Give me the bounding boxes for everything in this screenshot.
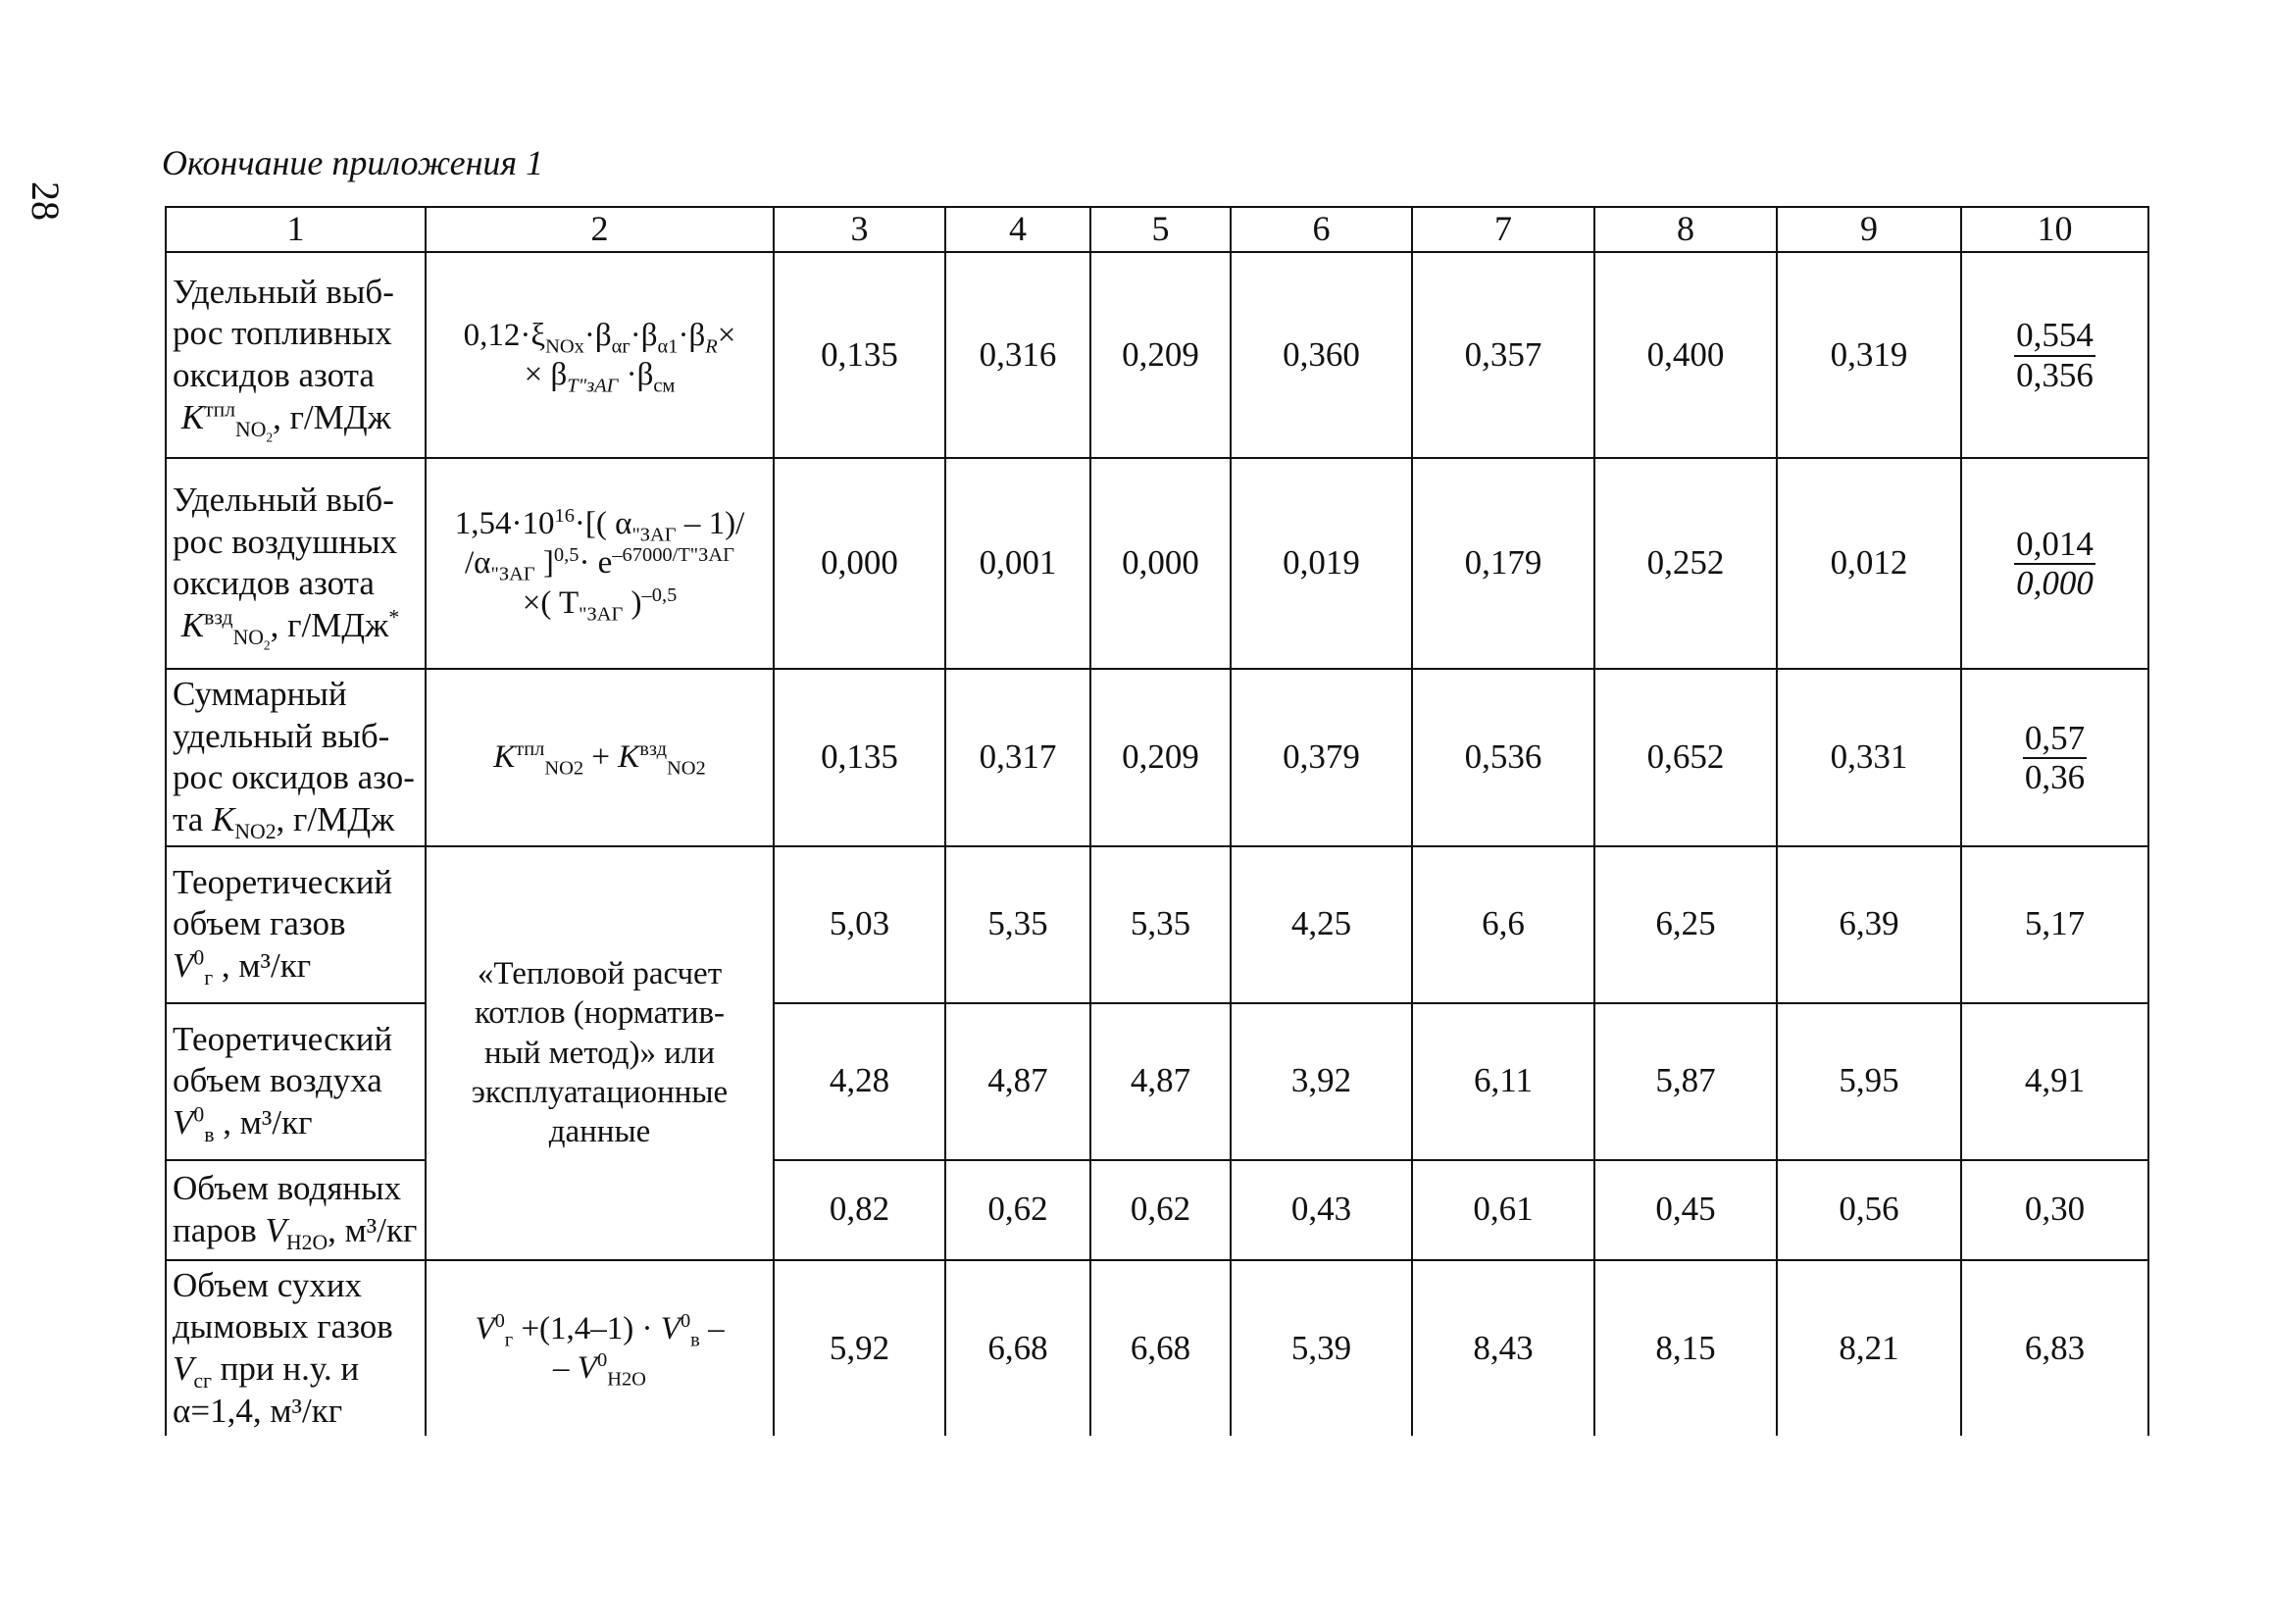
value-cell: 0,135 (774, 669, 945, 846)
value-cell: 0,536 (1412, 669, 1594, 846)
fraction-cell (1961, 458, 2148, 669)
value-cell: 0,379 (1231, 669, 1412, 846)
row-label (166, 1160, 426, 1260)
value-cell: 0,316 (945, 252, 1090, 458)
fraction-numerator: 0,554 (2014, 317, 2095, 357)
footnote-mark: * (388, 605, 400, 630)
row-label (166, 846, 426, 1003)
label-line: Удельный выб- (173, 272, 394, 311)
header-cell: 10 (1961, 207, 2148, 252)
value-cell: 0,000 (774, 458, 945, 669)
symbol-sub: NO2 (235, 417, 274, 444)
fraction-numerator: 0,57 (2023, 720, 2087, 760)
value-cell: 0,209 (1090, 252, 1231, 458)
source-line: котлов (норматив- (474, 995, 726, 1032)
value-cell: 0,209 (1090, 669, 1231, 846)
value-cell: 0,317 (945, 669, 1090, 846)
label-line: рос топливных (173, 314, 392, 353)
value-cell: 0,30 (1961, 1160, 2148, 1260)
appendix-table (165, 206, 2149, 1436)
label-line: дымовых газов (173, 1307, 393, 1346)
value-cell: 4,91 (1961, 1003, 2148, 1160)
value-cell: 0,135 (774, 252, 945, 458)
label-line: рос оксидов азо- (173, 758, 415, 797)
label-line: α=1,4, м³/кг (173, 1391, 343, 1430)
header-cell: 6 (1231, 207, 1412, 252)
symbol-sup: тпл (204, 396, 236, 421)
formula-cell: $K^{тпл}_{NO2} + K^{взд}_{NO2}$ (426, 669, 774, 846)
value-cell: 0,652 (1594, 669, 1777, 846)
label-symbol-line: $V^0_в$ , м³/кг (173, 1102, 313, 1146)
value-cell: 6,68 (1090, 1260, 1231, 1437)
value-cell: 3,92 (1231, 1003, 1412, 1160)
value-cell: 5,35 (1090, 846, 1231, 1003)
symbol: K (180, 606, 205, 645)
header-cell: 8 (1594, 207, 1777, 252)
source-line: эксплуатационные (471, 1074, 729, 1110)
label-line: Удельный выб- (173, 481, 394, 520)
value-cell: 4,87 (945, 1003, 1090, 1160)
value-cell: 0,001 (945, 458, 1090, 669)
formula-line: – $V^0_{H2O}$ (553, 1349, 646, 1391)
label-line: Теоретический (173, 1019, 393, 1058)
formula-line: ×( $T_{"ЗАГ}$ )$^{-0,5}$ (522, 584, 678, 626)
value-cell: 6,25 (1594, 846, 1777, 1003)
label-symbol-line: та $K_{NO2}$, г/МДж (173, 799, 395, 843)
value-cell: 5,17 (1961, 846, 2148, 1003)
label-symbol-line: паров $V_{H2O}$, м³/кг (173, 1210, 418, 1254)
value-cell: 0,357 (1412, 252, 1594, 458)
unit: , г/МДж (273, 397, 391, 436)
label-symbol-line (173, 605, 419, 653)
value-cell: 5,35 (945, 846, 1090, 1003)
fraction-numerator: 0,014 (2014, 526, 2095, 566)
row-label (166, 669, 426, 846)
value-cell: 0,61 (1412, 1160, 1594, 1260)
value-cell: 6,39 (1777, 846, 1961, 1003)
formula-line: $/\alpha_{"ЗАГ}$ ]$^{0,5}\cdot e^{-67000/T"ЗАГ}$ (465, 544, 734, 585)
header-cell: 9 (1777, 207, 1961, 252)
fraction-denominator: 0,000 (2016, 564, 2094, 603)
value-cell: 0,000 (1090, 458, 1231, 669)
symbol-sub: NO2 (232, 626, 271, 653)
value-cell: 8,15 (1594, 1260, 1777, 1437)
label-line: Суммарный (173, 674, 347, 713)
value-cell: 8,43 (1412, 1260, 1594, 1437)
label-line: удельный выб- (173, 716, 390, 755)
row-label (166, 1003, 426, 1160)
row-label (166, 1260, 426, 1437)
fraction-cell (1961, 252, 2148, 458)
value-cell: 0,43 (1231, 1160, 1412, 1260)
label-symbol-line: $V^0_г$ , м³/кг (173, 945, 312, 990)
label-line: Объем сухих (173, 1265, 363, 1304)
value-cell: 0,56 (1777, 1160, 1961, 1260)
label-symbol-line (173, 396, 419, 444)
header-cell: 1 (166, 207, 426, 252)
header-cell: 7 (1412, 207, 1594, 252)
value-cell: 0,331 (1777, 669, 1961, 846)
value-cell: 6,68 (945, 1260, 1090, 1437)
value-cell: 0,82 (774, 1160, 945, 1260)
value-cell: 0,019 (1231, 458, 1412, 669)
value-cell: 0,62 (1090, 1160, 1231, 1260)
label-line: оксидов азота (173, 355, 375, 394)
appendix-caption: Окончание приложения 1 (162, 143, 544, 182)
formula-line: × $\beta_{T"зАГ} \cdot\beta_{см}$ (524, 356, 676, 397)
value-cell: 0,360 (1231, 252, 1412, 458)
value-cell: 5,87 (1594, 1003, 1777, 1160)
formula-line: $V^0_г +(1,4-1) \cdot V^0_в$ – (475, 1309, 725, 1351)
label-line: рос воздушных (173, 522, 398, 561)
formula-line: $0,12\cdot\xi_{NOx}\cdot\beta_{\alpha г}\cdot\beta_{\alpha 1}\cdot\beta_R\times$ (463, 317, 736, 358)
unit: , г/МДж (270, 606, 389, 645)
value-cell: 5,03 (774, 846, 945, 1003)
fraction-denominator: 0,36 (2024, 758, 2086, 797)
formula-cell (426, 252, 774, 458)
value-cell: 5,92 (774, 1260, 945, 1437)
value-cell: 0,012 (1777, 458, 1961, 669)
header-cell: 5 (1090, 207, 1231, 252)
table-row (166, 1260, 2148, 1437)
value-cell: 5,95 (1777, 1003, 1961, 1160)
value-cell: 5,39 (1231, 1260, 1412, 1437)
value-cell: 0,45 (1594, 1160, 1777, 1260)
value-cell: 0,62 (945, 1160, 1090, 1260)
header-cell: 4 (945, 207, 1090, 252)
page-number: 28 (24, 181, 68, 221)
label-line: объем воздуха (173, 1061, 382, 1100)
table-row (166, 669, 2148, 846)
label-line: оксидов азота (173, 564, 375, 603)
formula-cell (426, 1260, 774, 1437)
symbol-sup: взд (204, 605, 233, 630)
fraction-denominator: 0,356 (2016, 355, 2094, 394)
symbol: K (180, 397, 205, 436)
label-line: Теоретический (173, 862, 393, 901)
value-cell: 0,179 (1412, 458, 1594, 669)
merged-source-cell (426, 846, 774, 1260)
value-cell: 4,28 (774, 1003, 945, 1160)
row-label (166, 458, 426, 669)
table-row (166, 846, 2148, 1003)
value-cell: 4,25 (1231, 846, 1412, 1003)
header-row (166, 207, 2148, 252)
label-symbol-line: $V_{сг}$ при н.у. и (173, 1349, 360, 1394)
header-cell: 2 (426, 207, 774, 252)
label-line: Объем водяных (173, 1168, 402, 1207)
source-line: данные (548, 1114, 651, 1150)
formula-line: $1,54\cdot 10^{16}\cdot$[( $\alpha_{"ЗАГ} - 1)/$ (454, 505, 745, 546)
value-cell: 0,400 (1594, 252, 1777, 458)
value-cell: 8,21 (1777, 1260, 1961, 1437)
value-cell: 0,319 (1777, 252, 1961, 458)
value-cell: 0,252 (1594, 458, 1777, 669)
value-cell: 6,11 (1412, 1003, 1594, 1160)
row-label (166, 252, 426, 458)
header-cell: 3 (774, 207, 945, 252)
value-cell: 6,83 (1961, 1260, 2148, 1437)
value-cell: 6,6 (1412, 846, 1594, 1003)
source-line: ный метод)» или (483, 1035, 716, 1071)
value-cell: 4,87 (1090, 1003, 1231, 1160)
table-row (166, 458, 2148, 669)
label-line: объем газов (173, 904, 346, 943)
formula-cell (426, 458, 774, 669)
fraction-cell (1961, 669, 2148, 846)
table-row (166, 252, 2148, 458)
source-line: «Тепловой расчет (477, 956, 723, 992)
